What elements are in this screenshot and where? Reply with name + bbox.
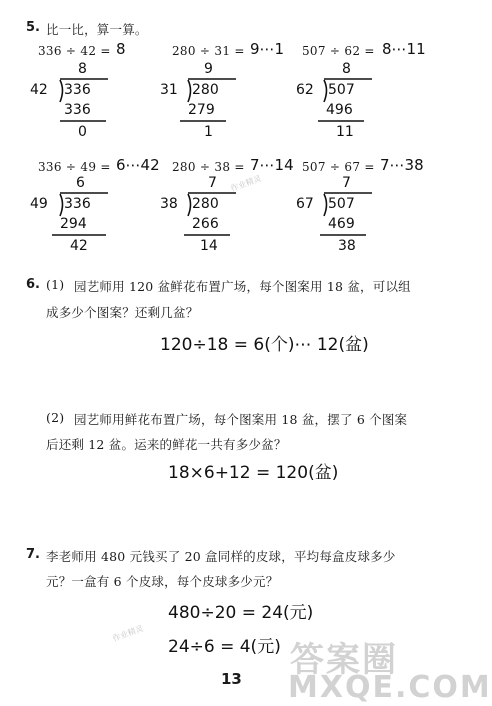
watermark-small: 作业精灵 — [111, 623, 145, 644]
question-6-part1-line1: 园艺师用 120 盆鲜花布置广场，每个图案用 18 盆，可以组 — [74, 279, 411, 294]
long-division-5 — [160, 172, 240, 272]
division-remainder: 11 — [336, 124, 354, 140]
question-7-number: 7. — [26, 547, 40, 562]
long-division-6 — [296, 172, 376, 272]
problem-4-answer: 6⋯42 — [116, 156, 160, 174]
division-dividend: 336 — [64, 196, 91, 212]
long-division-2 — [160, 58, 240, 158]
question-6-part2-line1: 园艺师用鲜花布置广场，每个图案用 18 盆，摆了 6 个图案 — [74, 412, 408, 427]
division-divisor: 62 — [296, 82, 314, 98]
division-product: 336 — [64, 102, 91, 118]
division-divisor: 49 — [30, 196, 48, 212]
question-6-part1-label: (1) — [46, 277, 65, 292]
watermark-logo: 答案圈 — [290, 640, 398, 680]
question-7-line1: 李老师用 480 元钱买了 20 盒同样的皮球，平均每盒皮球多少 — [46, 549, 396, 564]
division-product: 266 — [192, 216, 219, 232]
problem-1-expression: 336 ÷ 42 = — [38, 44, 111, 58]
division-remainder: 1 — [204, 124, 213, 140]
division-product: 496 — [326, 102, 353, 118]
question-6-part2-line2: 后还剩 12 盆。运来的鲜花一共有多少盆？ — [46, 437, 287, 452]
problem-4-expression: 336 ÷ 49 = — [38, 160, 111, 174]
problem-5-expression: 280 ÷ 38 = — [172, 160, 245, 174]
division-quotient: 6 — [76, 175, 85, 191]
long-division-3 — [296, 58, 376, 158]
division-quotient: 7 — [342, 175, 351, 191]
division-dividend: 280 — [192, 82, 219, 98]
question-5-number: 5. — [26, 20, 40, 35]
division-product: 294 — [60, 216, 87, 232]
long-division-1 — [30, 58, 110, 158]
watermark-url: MXQE.COM — [288, 670, 492, 705]
question-6-number: 6. — [26, 277, 40, 292]
division-divisor: 42 — [30, 82, 48, 98]
division-quotient: 8 — [342, 61, 351, 77]
division-dividend: 336 — [64, 82, 91, 98]
problem-3-expression: 507 ÷ 62 = — [302, 44, 375, 58]
division-quotient: 9 — [204, 61, 213, 77]
division-divisor: 31 — [160, 82, 178, 98]
division-divisor: 67 — [296, 196, 314, 212]
division-remainder: 38 — [338, 238, 356, 254]
problem-6-expression: 507 ÷ 67 = — [302, 160, 375, 174]
long-division-4 — [30, 172, 110, 272]
problem-3-answer: 8⋯11 — [382, 40, 426, 58]
division-dividend: 280 — [192, 196, 219, 212]
division-quotient: 8 — [78, 61, 87, 77]
problem-1-answer: 8 — [116, 40, 126, 58]
watermark-small: 作业精灵 — [229, 173, 263, 194]
question-7-line2: 元？一盒有 6 个皮球，每个皮球多少元？ — [46, 574, 279, 589]
division-quotient: 7 — [208, 175, 217, 191]
problem-2-expression: 280 ÷ 31 = — [172, 44, 245, 58]
division-remainder: 0 — [78, 124, 87, 140]
question-7-answer-2: 24÷6 = 4(元) — [168, 637, 281, 657]
question-5-instruction: 比一比，算一算。 — [46, 22, 148, 37]
question-6-part1-answer: 120÷18 = 6(个)⋯ 12(盆) — [160, 335, 369, 355]
division-dividend: 507 — [328, 82, 355, 98]
division-remainder: 14 — [200, 238, 218, 254]
problem-2-answer: 9⋯1 — [250, 40, 285, 58]
division-remainder: 42 — [70, 238, 88, 254]
question-7-answer-1: 480÷20 = 24(元) — [168, 603, 314, 623]
division-dividend: 507 — [328, 196, 355, 212]
question-6-part2-label: (2) — [46, 410, 65, 425]
division-product: 469 — [328, 216, 355, 232]
question-6-part2-answer: 18×6+12 = 120(盆) — [168, 463, 339, 483]
problem-5-answer: 7⋯14 — [250, 156, 294, 174]
question-6-part1-line2: 成多少个图案？还剩几盆？ — [46, 305, 199, 320]
problem-6-answer: 7⋯38 — [380, 156, 424, 174]
page-number: 13 — [221, 670, 242, 688]
division-product: 279 — [188, 102, 215, 118]
division-divisor: 38 — [160, 196, 178, 212]
